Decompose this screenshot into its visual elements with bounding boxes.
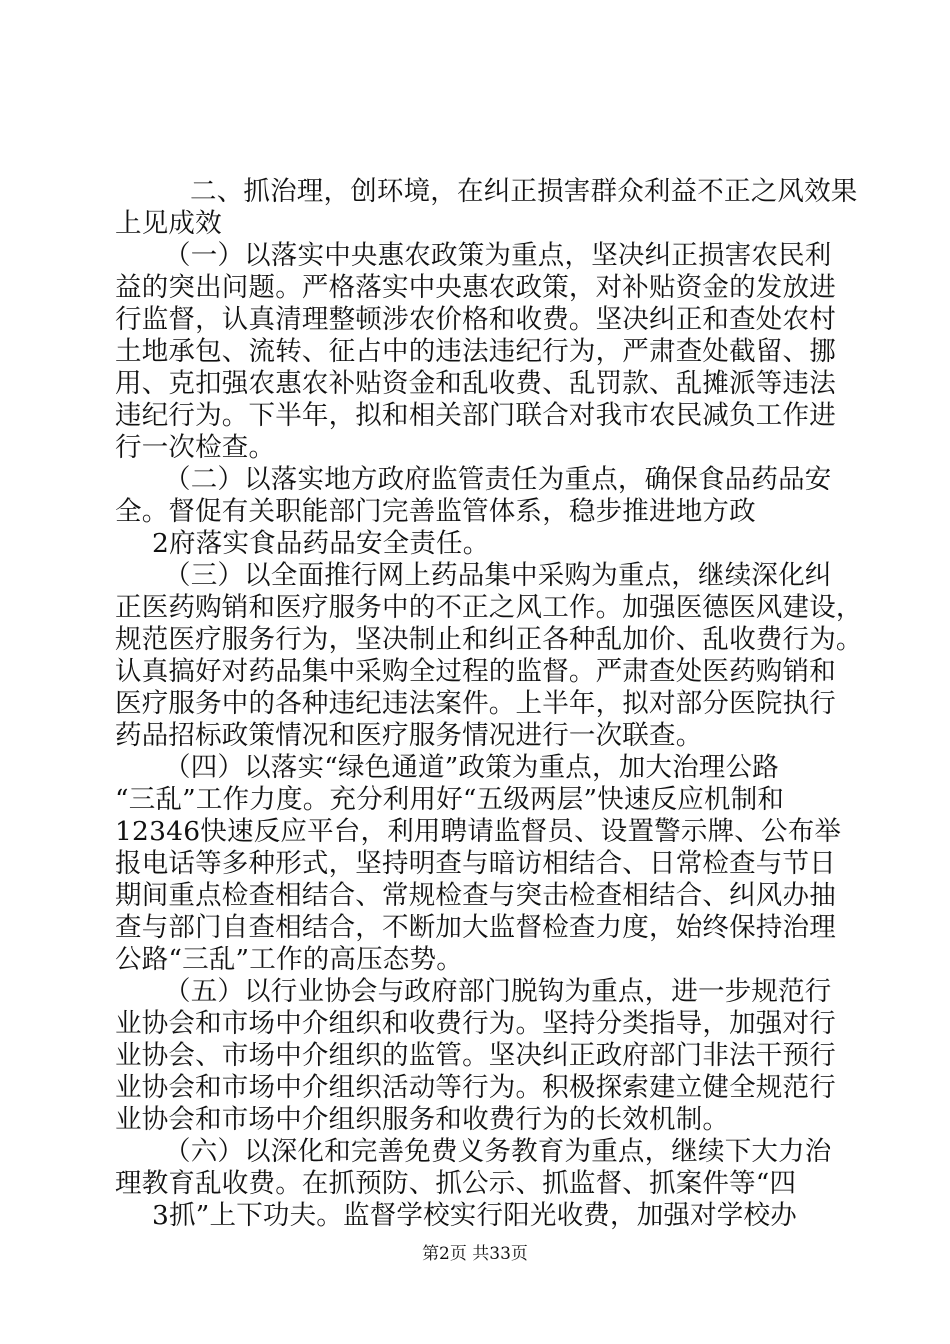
text-line: （五）以行业协会与政府部门脱钩为重点，进一步规范行 (164, 976, 832, 1007)
text-line: 行监督，认真清理整顿涉农价格和收费。坚决纠正和查处农村 (115, 304, 836, 335)
text-line: 公路“三乱”工作的高压态势。 (115, 944, 463, 975)
text-line: 行一次检查。 (115, 432, 276, 463)
text-line: 业协会和市场中介组织和收费行为。坚持分类指导，加强对行 (115, 1008, 836, 1039)
text-line: 业协会和市场中介组织活动等行为。积极探索建立健全规范行 (115, 1072, 836, 1103)
text-line: 3抓”上下功夫。监督学校实行阳光收费，加强对学校办 (152, 1200, 797, 1231)
text-line: 医疗服务中的各种违纪违法案件。上半年，拟对部分医院执行 (115, 688, 836, 719)
text-line: （三）以全面推行网上药品集中采购为重点，继续深化纠 (164, 560, 832, 591)
text-line: 12346快速反应平台，利用聘请监督员、设置警示牌、公布举 (115, 816, 842, 847)
text-line: （四）以落实“绿色通道”政策为重点，加大治理公路 (164, 752, 779, 783)
text-line: 认真搞好对药品集中采购全过程的监督。严肃查处医药购销和 (115, 656, 836, 687)
text-line: 业协会、市场中介组织的监管。坚决纠正政府部门非法干预行 (115, 1040, 836, 1071)
text-line: 查与部门自查相结合，不断加大监督检查力度，始终保持治理 (115, 912, 836, 943)
text-line: 药品招标政策情况和医疗服务情况进行一次联查。 (115, 720, 703, 751)
text-line: 违纪行为。下半年，拟和相关部门联合对我市农民减负工作进 (115, 400, 836, 431)
text-line: 全。督促有关职能部门完善监管体系，稳步推进地方政 (115, 496, 756, 527)
page-footer: 第2页 共33页 (422, 1244, 528, 1264)
text-line: 二、抓治理，创环境，在纠正损害群众利益不正之风效果 (190, 176, 858, 207)
text-line: 正医药购销和医疗服务中的不正之风工作。加强医德医风建设， (115, 592, 863, 623)
text-line: 期间重点检查相结合、常规检查与突击检查相结合、纠风办抽 (115, 880, 836, 911)
text-line: （六）以深化和完善免费义务教育为重点，继续下大力治 (164, 1136, 832, 1167)
text-line: （一）以落实中央惠农政策为重点，坚决纠正损害农民利 (164, 240, 832, 271)
text-line: 报电话等多种形式，坚持明查与暗访相结合、日常检查与节日 (115, 848, 836, 879)
text-line: 规范医疗服务行为，坚决制止和纠正各种乱加价、乱收费行为。 (115, 624, 863, 655)
text-line: 益的突出问题。严格落实中央惠农政策，对补贴资金的发放进 (115, 272, 836, 303)
text-line: 2府落实食品药品安全责任。 (152, 528, 490, 559)
text-line: （二）以落实地方政府监管责任为重点，确保食品药品安 (164, 464, 832, 495)
text-line: 用、克扣强农惠农补贴资金和乱收费、乱罚款、乱摊派等违法 (115, 368, 836, 399)
text-line: “三乱”工作力度。充分利用好“五级两层”快速反应机制和 (115, 784, 785, 815)
text-line: 业协会和市场中介组织服务和收费行为的长效机制。 (115, 1104, 730, 1135)
text-line: 上见成效 (115, 208, 222, 239)
text-line: 理教育乱收费。在抓预防、抓公示、抓监督、抓案件等“四 (115, 1168, 797, 1199)
text-line: 土地承包、流转、征占中的违法违纪行为，严肃查处截留、挪 (115, 336, 836, 367)
